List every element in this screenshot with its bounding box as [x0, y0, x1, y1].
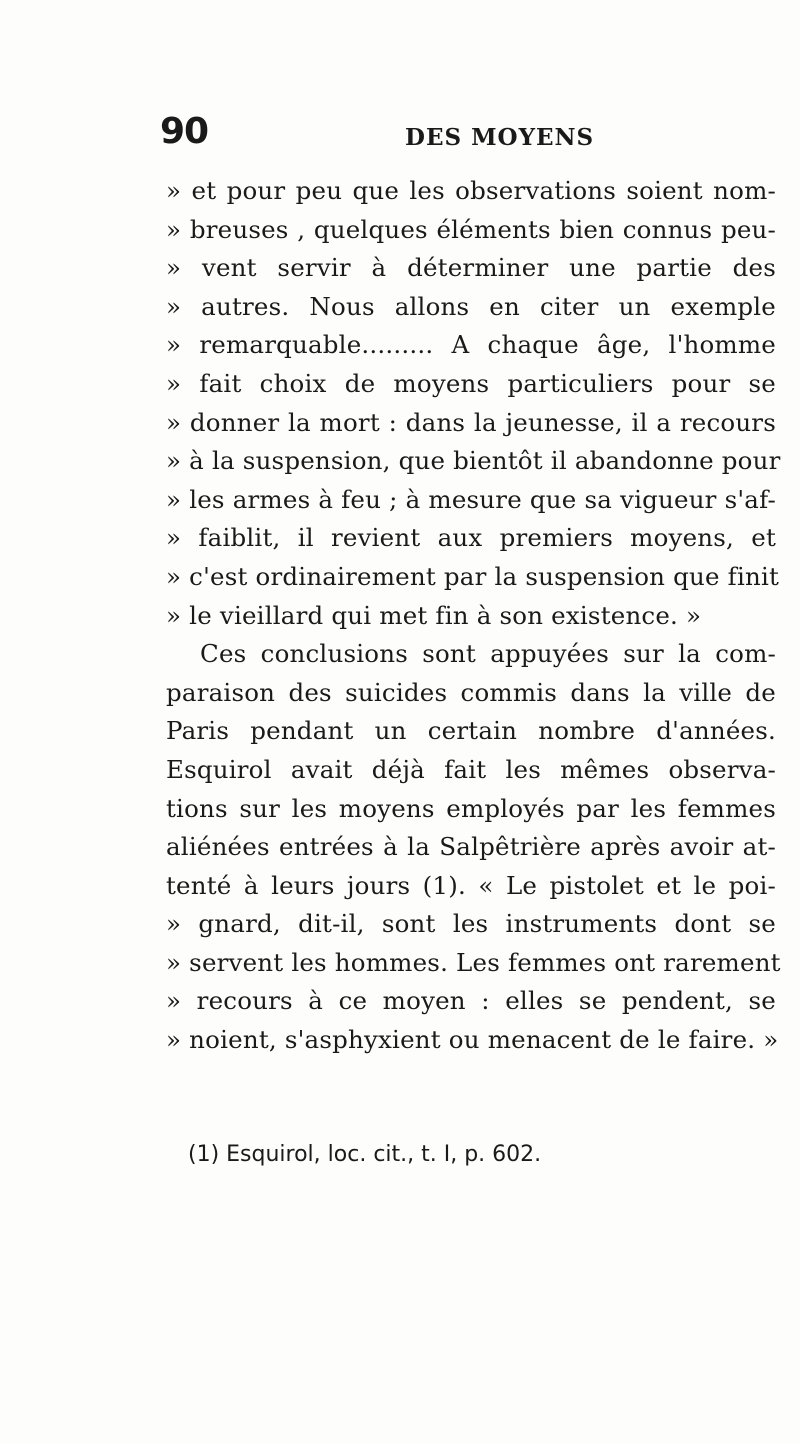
text-line: tenté à leurs jours (1). « Le pistolet et le poi-	[166, 870, 776, 900]
text-line: » c'est ordinairement par la suspension que finit	[166, 561, 780, 591]
text-line: » remarquable......... A chaque âge, l'homme	[166, 330, 776, 360]
text-line: » gnard, dit-il, sont les instruments dont se	[166, 909, 776, 939]
text-line: » faiblit, il revient aux premiers moyens, et	[166, 523, 776, 553]
text-line: Paris pendant un certain nombre d'années.	[166, 716, 776, 746]
text-line: » fait choix de moyens particuliers pour se	[166, 368, 776, 398]
text-line: Ces conclusions sont appuyées sur la com-	[200, 639, 776, 669]
page-number: 90	[160, 111, 209, 152]
text-line: » à la suspension, que bientôt il abandonne pour	[166, 446, 781, 476]
text-line: aliénées entrées à la Salpêtrière après avoir at-	[166, 832, 776, 862]
text-line: paraison des suicides commis dans la ville de	[166, 677, 776, 707]
body-text	[166, 172, 781, 1060]
page-header	[160, 112, 760, 168]
text-line: tions sur les moyens employés par les femmes	[166, 793, 776, 823]
text-line: » les armes à feu ; à mesure que sa vigueur s'af-	[166, 484, 776, 514]
text-line: » donner la mort : dans la jeunesse, il a recours	[166, 407, 776, 437]
text-line: » servent les hommes. Les femmes ont rarement	[166, 947, 781, 977]
text-line: » noient, s'asphyxient ou menacent de le faire. »	[166, 1025, 779, 1055]
text-line: » et pour peu que les observations soient nom-	[166, 176, 776, 205]
running-head: DES MOYENS	[405, 124, 595, 151]
text-line: » breuses , quelques éléments bien connus peu-	[166, 214, 776, 244]
text-line: » vent servir à déterminer une partie des	[166, 253, 776, 283]
text-line: » autres. Nous allons en citer un exemple	[166, 291, 776, 321]
text-line: Esquirol avait déjà fait les mêmes observa-	[166, 754, 776, 784]
text-line: » le vieillard qui met fin à son existence. »	[166, 600, 702, 630]
text-line: » recours à ce moyen : elles se pendent, se	[166, 986, 776, 1016]
footnote: (1) Esquirol, loc. cit., t. I, p. 602.	[188, 1142, 542, 1167]
